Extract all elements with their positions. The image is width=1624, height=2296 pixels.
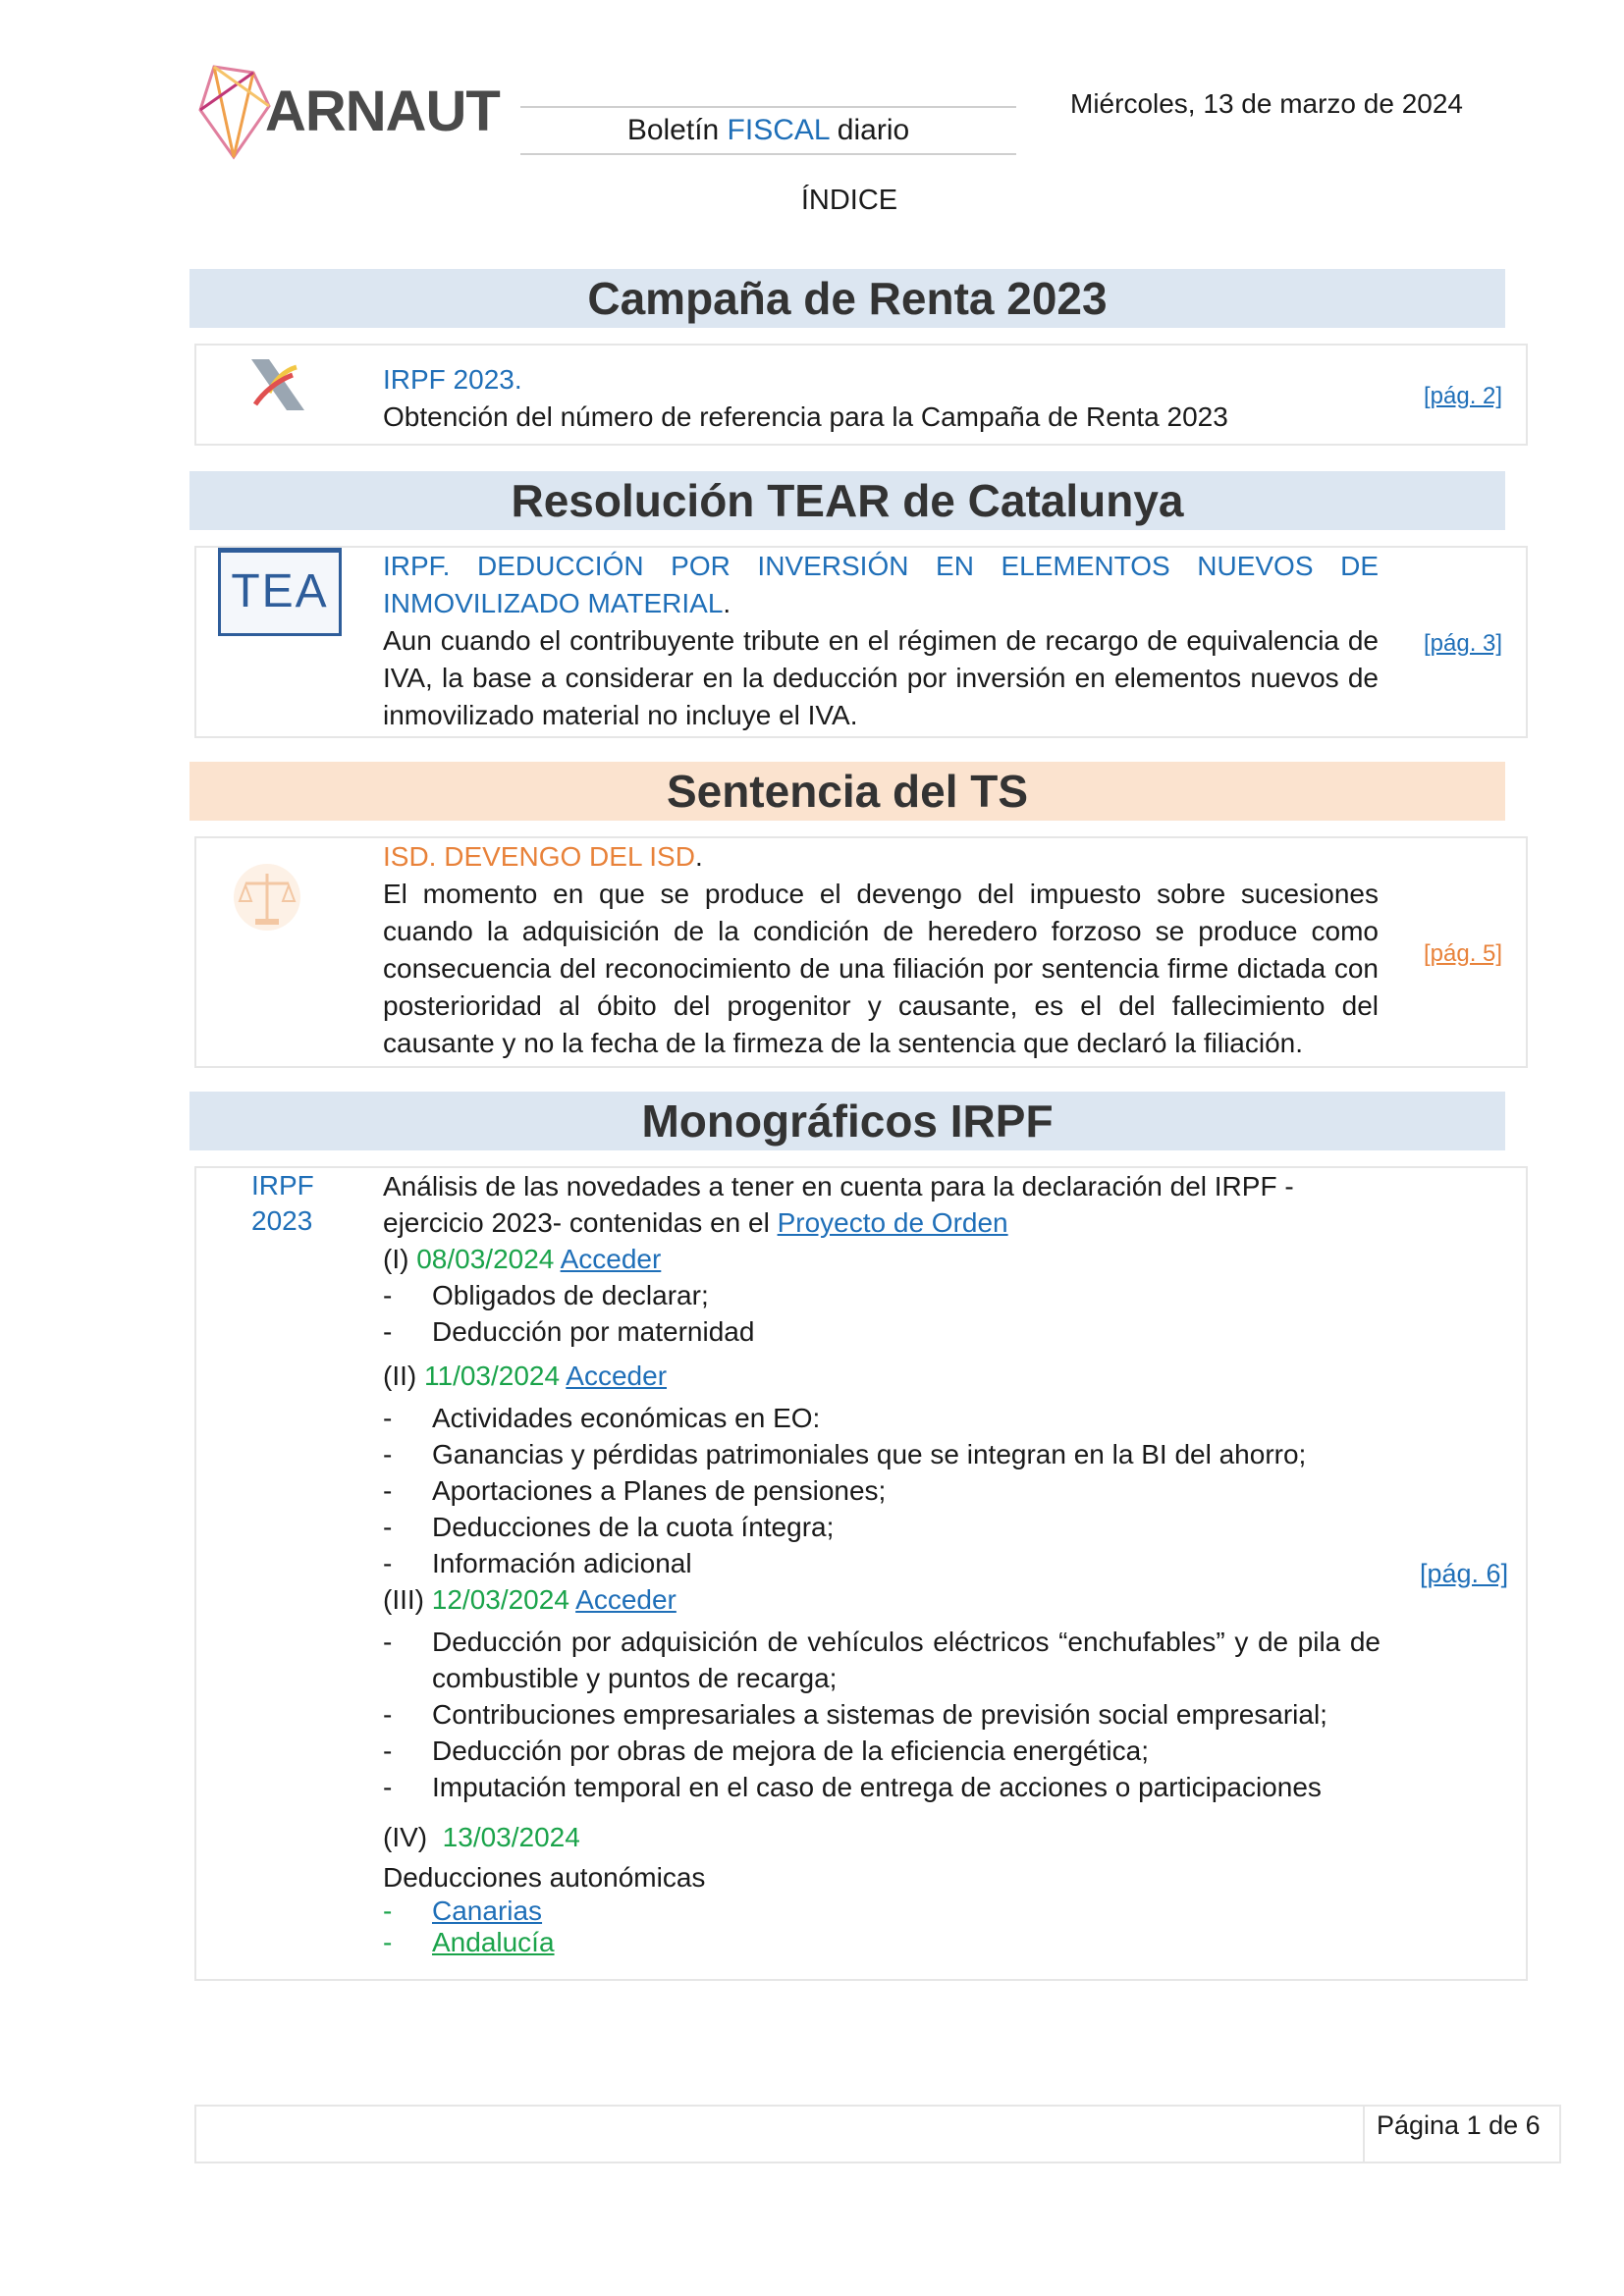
- part-1-acceder-link[interactable]: Acceder: [560, 1244, 662, 1274]
- list-item: - Deducción por adquisición de vehículos eléctricos “enchufables” y de pila de combustible y puntos de recarga;: [383, 1624, 1380, 1696]
- section-title-ts: Sentencia del TS: [189, 762, 1505, 821]
- bulletin-title: [520, 106, 1016, 155]
- arnaut-logo-text: ARNAUT: [265, 80, 500, 143]
- part-3-acceder-link[interactable]: Acceder: [575, 1584, 677, 1615]
- list-item: - Deducción por obras de mejora de la eficiencia energética;: [383, 1733, 1380, 1769]
- part-3-num: (III): [383, 1584, 432, 1615]
- list-item: [383, 1896, 1380, 1927]
- mono-part-4-list: [383, 1896, 1380, 1958]
- mono-label-line1: IRPF: [251, 1170, 314, 1201]
- ts-item-text: El momento en que se produce el devengo del impuesto sobre sucesiones cuando la adquisición de la condición de heredero forzoso se produce como consecuencia del reconocimiento de una filiación por sentencia firme dictada con posterioridad al óbito del progenitor y causante, es el del fallecimiento del causante y no la fecha de la firmeza de la sentencia que declaró la filiación.: [383, 879, 1379, 1058]
- tea-logo-icon: [218, 548, 342, 636]
- section-title-mono: Monográficos IRPF: [189, 1092, 1505, 1150]
- mono-content: [383, 1168, 1380, 1958]
- mono-part-2-list: [383, 1400, 1380, 1581]
- list-item: - Información adicional: [383, 1545, 1380, 1581]
- mono-label-line2: 2023: [251, 1205, 313, 1236]
- page-number: Página 1 de 6: [1377, 2110, 1541, 2140]
- mono-part-4-heading: [383, 1819, 1380, 1855]
- tear-item-text: Aun cuando el contribuyente tribute en el régimen de recargo de equivalencia de IVA, la base a considerar en la deducción por inversión en elementos nuevos de inmovilizado material no incluye el IVA.: [383, 625, 1379, 730]
- list-item: - Ganancias y pérdidas patrimoniales que se integran en la BI del ahorro;: [383, 1436, 1380, 1472]
- ts-page-link[interactable]: [pág. 5]: [1424, 940, 1503, 967]
- tear-item-heading: IRPF. DEDUCCIÓN POR INVERSIÓN EN ELEMENTOS NUEVOS DE INMOVILIZADO MATERIAL: [383, 551, 1379, 618]
- list-item: - Obligados de declarar;: [383, 1277, 1380, 1313]
- list-item: - Deducciones de la cuota íntegra;: [383, 1509, 1380, 1545]
- index-title: ÍNDICE: [800, 185, 898, 216]
- bulletin-accent: FISCAL: [727, 114, 830, 146]
- tear-heading-end: .: [723, 588, 731, 618]
- tear-item-content: [383, 548, 1379, 734]
- part-1-date: 08/03/2024: [416, 1244, 555, 1274]
- renta-page-link[interactable]: [pág. 2]: [1424, 383, 1503, 409]
- canarias-link[interactable]: Canarias: [432, 1896, 543, 1926]
- arnaut-logo-icon: [194, 63, 273, 161]
- part-4-date: 13/03/2024: [442, 1822, 580, 1852]
- section-title-renta: Campaña de Renta 2023: [189, 269, 1505, 328]
- proyecto-de-orden-link[interactable]: Proyecto de Orden: [777, 1207, 1008, 1238]
- part-2-acceder-link[interactable]: Acceder: [566, 1361, 668, 1391]
- mono-part-1-list: [383, 1277, 1380, 1350]
- section-title-tear: Resolución TEAR de Catalunya: [189, 471, 1505, 530]
- tear-item-box: [194, 546, 1528, 738]
- renta-item-heading: IRPF 2023.: [383, 364, 522, 395]
- bulletin-prefix: Boletín: [626, 114, 728, 146]
- mono-label: [251, 1168, 350, 1239]
- tea-logo-text: TEA: [231, 565, 329, 617]
- list-item: - Actividades económicas en EO:: [383, 1400, 1380, 1436]
- renta-item-text: Obtención del número de referencia para la Campaña de Renta 2023: [383, 401, 1228, 432]
- part-2-date: 11/03/2024: [424, 1361, 561, 1391]
- part-1-num: (I): [383, 1244, 417, 1274]
- renta-item-box: [194, 344, 1528, 446]
- mono-page-link[interactable]: [pág. 6]: [1420, 1559, 1509, 1588]
- bulletin-suffix: diario: [829, 114, 910, 146]
- mono-part-4-subtitle: Deducciones autonómicas: [383, 1862, 706, 1893]
- andalucia-link[interactable]: Andalucía: [432, 1927, 555, 1957]
- mono-part-1-heading: [383, 1241, 1380, 1277]
- mono-intro: [383, 1168, 1380, 1241]
- mono-intro-text: Análisis de las novedades a tener en cuenta para la declaración del IRPF -ejercicio 2023- contenidas en el: [383, 1171, 1294, 1238]
- footer-divider: [1363, 2105, 1365, 2163]
- list-item: [383, 1927, 1380, 1958]
- list-item: - Deducción por maternidad: [383, 1313, 1380, 1350]
- ts-item-heading: ISD. DEVENGO DEL ISD: [383, 841, 695, 872]
- aeat-logo-icon: [244, 353, 312, 416]
- bulletin-date: Miércoles, 13 de marzo de 2024: [1070, 88, 1463, 119]
- ts-heading-end: .: [694, 841, 703, 872]
- part-4-num: (IV): [383, 1822, 443, 1852]
- mono-item-box: [194, 1166, 1528, 1981]
- scales-of-justice-icon: [220, 858, 314, 940]
- part-2-num: (II): [383, 1361, 424, 1391]
- part-3-date: 12/03/2024: [431, 1584, 569, 1615]
- mono-part-3-list: [383, 1624, 1380, 1805]
- footer-box: [194, 2105, 1561, 2163]
- ts-item-box: [194, 836, 1528, 1068]
- list-item: - Contribuciones empresariales a sistemas de previsión social empresarial;: [383, 1696, 1380, 1733]
- mono-part-2-heading: [383, 1358, 1380, 1394]
- mono-part-3-heading: [383, 1581, 1380, 1618]
- list-item: - Imputación temporal en el caso de entrega de acciones o participaciones: [383, 1769, 1380, 1805]
- list-item: - Aportaciones a Planes de pensiones;: [383, 1472, 1380, 1509]
- ts-item-content: [383, 838, 1379, 1062]
- tear-page-link[interactable]: [pág. 3]: [1424, 630, 1503, 657]
